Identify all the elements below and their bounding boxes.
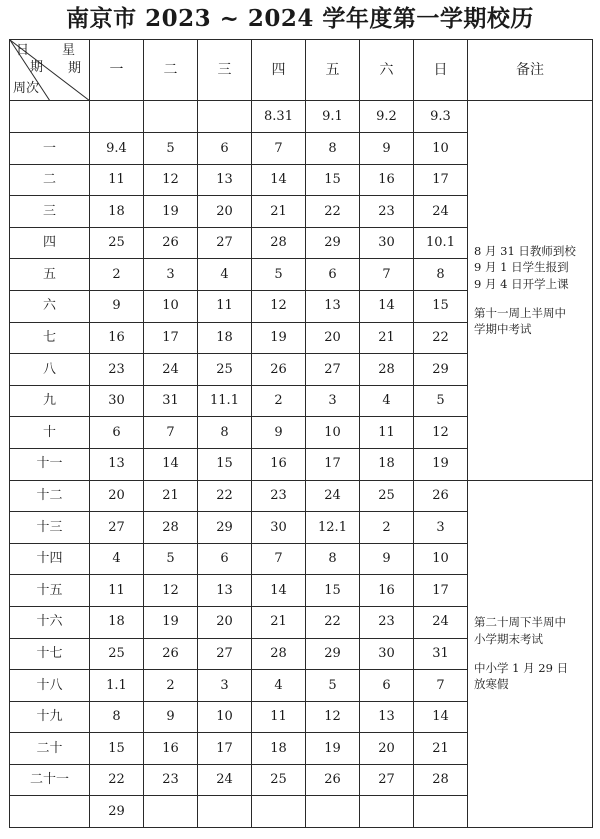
note-line: 小学期末考试 — [474, 632, 543, 647]
day-cell: 25 — [360, 480, 414, 512]
day-cell — [198, 101, 252, 133]
day-cell: 21 — [252, 196, 306, 228]
week-label-cell: 十八 — [10, 670, 90, 702]
weekday-header: 一 — [90, 40, 144, 101]
week-label-cell: 十 — [10, 417, 90, 449]
day-cell: 7 — [252, 543, 306, 575]
day-cell: 13 — [306, 290, 360, 322]
day-cell — [414, 796, 468, 828]
weekday-header: 二 — [144, 40, 198, 101]
day-cell: 8 — [306, 543, 360, 575]
day-cell: 24 — [306, 480, 360, 512]
day-cell: 24 — [144, 354, 198, 386]
day-cell: 12 — [252, 290, 306, 322]
calendar-table — [9, 39, 593, 828]
day-cell: 31 — [144, 385, 198, 417]
day-cell: 17 — [306, 448, 360, 480]
day-cell: 26 — [144, 227, 198, 259]
day-cell — [306, 796, 360, 828]
day-cell: 9.4 — [90, 133, 144, 165]
day-cell: 9.2 — [360, 101, 414, 133]
corner-header-cell — [10, 40, 90, 101]
day-cell: 3 — [198, 670, 252, 702]
day-cell: 28 — [252, 227, 306, 259]
day-cell: 18 — [252, 733, 306, 765]
day-cell: 13 — [198, 164, 252, 196]
day-cell: 31 — [414, 638, 468, 670]
day-cell: 10 — [414, 543, 468, 575]
note-line: 中小学 1 月 29 日 — [474, 660, 569, 675]
day-cell: 26 — [144, 638, 198, 670]
weekday-header: 六 — [360, 40, 414, 101]
day-cell: 22 — [306, 196, 360, 228]
day-cell: 19 — [144, 606, 198, 638]
week-label-cell: 四 — [10, 227, 90, 259]
week-label-cell: 二十 — [10, 733, 90, 765]
day-cell: 9.3 — [414, 101, 468, 133]
day-cell: 12 — [306, 701, 360, 733]
day-cell — [360, 796, 414, 828]
day-cell: 9 — [90, 290, 144, 322]
day-cell: 9 — [144, 701, 198, 733]
day-cell — [252, 796, 306, 828]
day-cell: 4 — [198, 259, 252, 291]
week-label-cell: 十六 — [10, 606, 90, 638]
day-cell: 5 — [414, 385, 468, 417]
day-cell: 6 — [198, 543, 252, 575]
day-cell: 29 — [198, 512, 252, 544]
week-label-cell — [10, 796, 90, 828]
day-cell: 3 — [414, 512, 468, 544]
day-cell: 15 — [90, 733, 144, 765]
weekday-header: 四 — [252, 40, 306, 101]
notes-second-half — [468, 480, 593, 828]
day-cell: 27 — [90, 512, 144, 544]
day-cell: 1.1 — [90, 670, 144, 702]
day-cell: 2 — [90, 259, 144, 291]
day-cell: 30 — [252, 512, 306, 544]
day-cell — [144, 101, 198, 133]
day-cell: 28 — [414, 764, 468, 796]
week-label-cell: 十二 — [10, 480, 90, 512]
day-cell: 16 — [252, 448, 306, 480]
day-cell: 20 — [198, 196, 252, 228]
day-cell: 18 — [90, 196, 144, 228]
day-cell: 23 — [252, 480, 306, 512]
day-cell: 15 — [306, 575, 360, 607]
day-cell: 22 — [306, 606, 360, 638]
day-cell: 13 — [90, 448, 144, 480]
day-cell: 13 — [198, 575, 252, 607]
day-cell: 6 — [198, 133, 252, 165]
day-cell: 15 — [414, 290, 468, 322]
day-cell: 24 — [198, 764, 252, 796]
day-cell: 11 — [90, 575, 144, 607]
day-cell: 11.1 — [198, 385, 252, 417]
week-label-cell: 七 — [10, 322, 90, 354]
day-cell: 12.1 — [306, 512, 360, 544]
day-cell: 9 — [360, 133, 414, 165]
day-cell: 7 — [414, 670, 468, 702]
note-line: 放寒假 — [474, 677, 509, 692]
day-cell: 28 — [360, 354, 414, 386]
week-label-cell: 九 — [10, 385, 90, 417]
day-cell: 8.31 — [252, 101, 306, 133]
week-label-cell: 五 — [10, 259, 90, 291]
note-line: 学期中考试 — [474, 322, 532, 337]
day-cell: 15 — [198, 448, 252, 480]
day-cell: 26 — [306, 764, 360, 796]
week-label-cell: 八 — [10, 354, 90, 386]
day-cell: 11 — [198, 290, 252, 322]
day-cell: 23 — [360, 196, 414, 228]
day-cell — [144, 796, 198, 828]
day-cell: 3 — [144, 259, 198, 291]
day-cell: 9 — [360, 543, 414, 575]
day-cell: 25 — [198, 354, 252, 386]
day-cell: 7 — [144, 417, 198, 449]
day-cell: 5 — [252, 259, 306, 291]
day-cell: 10 — [144, 290, 198, 322]
day-cell: 4 — [90, 543, 144, 575]
day-cell: 7 — [360, 259, 414, 291]
day-cell: 16 — [90, 322, 144, 354]
day-cell: 6 — [90, 417, 144, 449]
day-cell: 20 — [306, 322, 360, 354]
day-cell: 2 — [252, 385, 306, 417]
day-cell: 18 — [360, 448, 414, 480]
day-cell: 17 — [414, 164, 468, 196]
day-cell: 27 — [198, 638, 252, 670]
day-cell: 8 — [414, 259, 468, 291]
week-label-cell: 十一 — [10, 448, 90, 480]
day-cell: 17 — [198, 733, 252, 765]
day-cell: 14 — [414, 701, 468, 733]
week-label-cell: 十三 — [10, 512, 90, 544]
corner-label-qi-1: 期 — [30, 60, 44, 75]
day-cell: 14 — [252, 164, 306, 196]
day-cell: 28 — [144, 512, 198, 544]
day-cell: 26 — [414, 480, 468, 512]
day-cell: 10 — [198, 701, 252, 733]
day-cell: 20 — [90, 480, 144, 512]
day-cell: 6 — [306, 259, 360, 291]
day-cell: 29 — [414, 354, 468, 386]
note-line: 9 月 4 日开学上课 — [474, 276, 569, 291]
day-cell: 19 — [252, 322, 306, 354]
day-cell: 27 — [306, 354, 360, 386]
day-cell: 16 — [360, 164, 414, 196]
day-cell: 11 — [360, 417, 414, 449]
day-cell: 11 — [90, 164, 144, 196]
day-cell: 30 — [90, 385, 144, 417]
day-cell: 6 — [360, 670, 414, 702]
day-cell: 21 — [252, 606, 306, 638]
day-cell: 5 — [306, 670, 360, 702]
note-line: 8 月 31 日教师到校 — [474, 243, 576, 258]
day-cell: 15 — [306, 164, 360, 196]
day-cell: 18 — [198, 322, 252, 354]
week-label-cell: 十四 — [10, 543, 90, 575]
day-cell: 29 — [90, 796, 144, 828]
corner-label-qi-2: 期 — [68, 61, 82, 76]
day-cell — [198, 796, 252, 828]
day-cell: 26 — [252, 354, 306, 386]
day-cell: 17 — [144, 322, 198, 354]
day-cell: 4 — [252, 670, 306, 702]
day-cell: 25 — [252, 764, 306, 796]
day-cell: 30 — [360, 227, 414, 259]
day-cell: 5 — [144, 133, 198, 165]
day-cell: 13 — [360, 701, 414, 733]
day-cell: 9.1 — [306, 101, 360, 133]
page-title: 南京市 2023 ~ 2024 学年度第一学期校历 — [66, 5, 534, 32]
day-cell: 28 — [252, 638, 306, 670]
day-cell: 19 — [306, 733, 360, 765]
day-cell: 14 — [360, 290, 414, 322]
day-cell: 30 — [360, 638, 414, 670]
note-line: 第二十周下半周中 — [474, 615, 566, 630]
day-cell: 25 — [90, 227, 144, 259]
day-cell: 7 — [252, 133, 306, 165]
corner-label-ri: 日 — [16, 43, 30, 58]
day-cell: 10.1 — [414, 227, 468, 259]
weekday-header: 日 — [414, 40, 468, 101]
day-cell: 16 — [360, 575, 414, 607]
day-cell: 19 — [144, 196, 198, 228]
day-cell: 3 — [306, 385, 360, 417]
day-cell: 23 — [90, 354, 144, 386]
day-cell: 12 — [144, 575, 198, 607]
day-cell: 29 — [306, 638, 360, 670]
day-cell: 23 — [360, 606, 414, 638]
week-label-cell: 一 — [10, 133, 90, 165]
day-cell: 8 — [306, 133, 360, 165]
day-cell: 22 — [90, 764, 144, 796]
note-line: 第十一周上半周中 — [474, 305, 566, 320]
day-cell: 24 — [414, 196, 468, 228]
day-cell: 18 — [90, 606, 144, 638]
day-cell: 23 — [144, 764, 198, 796]
week-label-cell: 十七 — [10, 638, 90, 670]
notes-first-half — [468, 101, 593, 481]
header-row — [10, 40, 593, 101]
day-cell: 16 — [144, 733, 198, 765]
day-cell: 21 — [414, 733, 468, 765]
weekday-header: 三 — [198, 40, 252, 101]
week-label-cell: 六 — [10, 290, 90, 322]
week-label-cell: 三 — [10, 196, 90, 228]
week-label-cell: 十五 — [10, 575, 90, 607]
day-cell: 11 — [252, 701, 306, 733]
note-line: 9 月 1 日学生报到 — [474, 260, 569, 275]
week-label-cell: 十九 — [10, 701, 90, 733]
day-cell: 9 — [252, 417, 306, 449]
day-cell — [90, 101, 144, 133]
day-cell: 17 — [414, 575, 468, 607]
pre-week-row — [10, 101, 593, 133]
day-cell: 22 — [198, 480, 252, 512]
day-cell: 22 — [414, 322, 468, 354]
day-cell: 21 — [144, 480, 198, 512]
day-cell: 10 — [306, 417, 360, 449]
week-label-cell: 二十一 — [10, 764, 90, 796]
corner-label-week-no: 周次 — [13, 81, 40, 96]
day-cell: 21 — [360, 322, 414, 354]
week-label-cell — [10, 101, 90, 133]
day-cell: 12 — [144, 164, 198, 196]
day-cell: 8 — [198, 417, 252, 449]
day-cell: 27 — [198, 227, 252, 259]
day-cell: 5 — [144, 543, 198, 575]
day-cell: 12 — [414, 417, 468, 449]
corner-label-xing: 星 — [62, 43, 76, 58]
day-cell: 10 — [414, 133, 468, 165]
notes-header: 备注 — [468, 40, 593, 101]
day-cell: 27 — [360, 764, 414, 796]
day-cell: 25 — [90, 638, 144, 670]
day-cell: 20 — [198, 606, 252, 638]
day-cell: 24 — [414, 606, 468, 638]
day-cell: 2 — [144, 670, 198, 702]
day-cell: 14 — [144, 448, 198, 480]
day-cell: 20 — [360, 733, 414, 765]
day-cell: 4 — [360, 385, 414, 417]
day-cell: 14 — [252, 575, 306, 607]
day-cell: 8 — [90, 701, 144, 733]
week-row — [10, 480, 593, 512]
weekday-header: 五 — [306, 40, 360, 101]
day-cell: 19 — [414, 448, 468, 480]
week-label-cell: 二 — [10, 164, 90, 196]
day-cell: 29 — [306, 227, 360, 259]
day-cell: 2 — [360, 512, 414, 544]
